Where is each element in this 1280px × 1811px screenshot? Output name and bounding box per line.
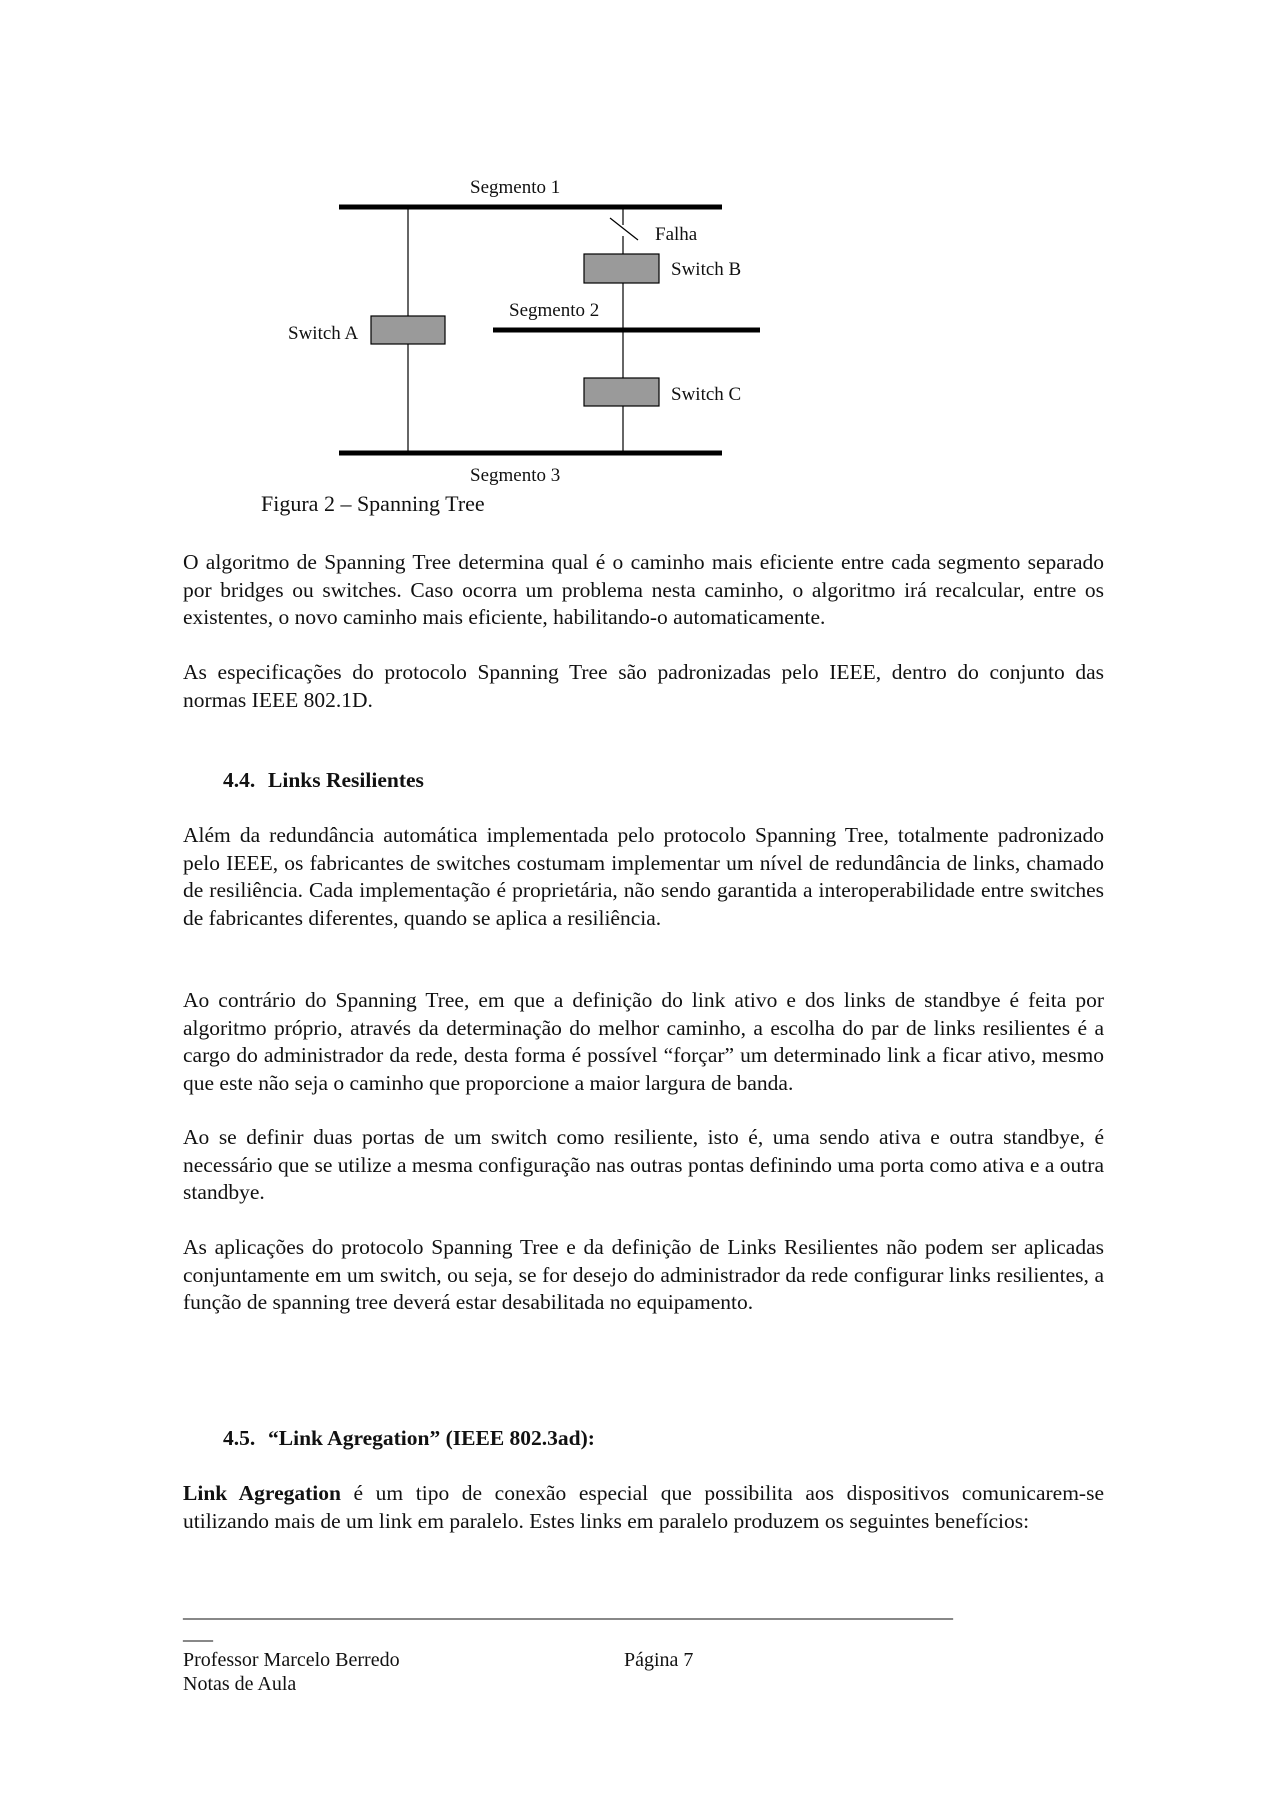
- segment-2-label: Segmento 2: [509, 300, 600, 321]
- section-heading-4-5: [223, 1425, 595, 1452]
- switch-a-label: Switch A: [288, 323, 359, 344]
- paragraph-spanning-tree-algorithm: O algoritmo de Spanning Tree determina qual é o caminho mais eficiente entre cada segmento separado por bridges ou switches. Caso ocorra um problema nesta caminho, o algoritmo irá recalcular, entre os existentes, o novo caminho mais eficiente, habilitando-o automaticamente.: [183, 550, 1104, 629]
- paragraph-spanning-tree-standard: As especificações do protocolo Spanning Tree são padronizadas pelo IEEE, dentro do conjunto das normas IEEE 802.1D.: [183, 660, 1104, 712]
- section-title: “Link Agregation” (IEEE 802.3ad):: [268, 1426, 595, 1450]
- figure-caption: Figura 2 – Spanning Tree: [261, 491, 485, 516]
- failure-label: Falha: [655, 224, 698, 245]
- section-number: 4.4.: [223, 768, 256, 792]
- section-number: 4.5.: [223, 1426, 256, 1450]
- segment-3-label: Segmento 3: [470, 465, 561, 486]
- section-heading-4-4: [223, 767, 424, 794]
- segment-1-label: Segmento 1: [470, 177, 561, 198]
- failure-break-mark: [610, 218, 638, 240]
- paragraph-resilient-vs-spanning: Ao contrário do Spanning Tree, em que a definição do link ativo e dos links de standbye é feita por algoritmo próprio, através da determinação do melhor caminho, a escolha do par de links resilientes é a cargo do administrador da rede, desta forma é possível “forçar” um determinado link a ficar ativo, mesmo que este não seja o caminho que proporcione a maior largura de banda.: [183, 988, 1104, 1095]
- paragraph-incompatibility: As aplicações do protocolo Spanning Tree e da definição de Links Resilientes não podem ser aplicadas conjuntamente em um switch, ou seja, se for desejo do administrador da rede configurar links resilientes, a função de spanning tree deverá estar desabilitada no equipamento.: [183, 1235, 1104, 1314]
- section-title: Links Resilientes: [268, 768, 424, 792]
- switch-c-label: Switch C: [671, 384, 742, 405]
- switch-c-box: [584, 378, 659, 406]
- footer-notes: Notas de Aula: [183, 1673, 297, 1695]
- switch-b-label: Switch B: [671, 259, 742, 280]
- footer-page-number: Página 7: [624, 1649, 694, 1671]
- footer-author: Professor Marcelo Berredo: [183, 1649, 400, 1671]
- paragraph-resilient-links-intro: Além da redundância automática implementada pelo protocolo Spanning Tree, totalmente padronizado pelo IEEE, os fabricantes de switches costumam implementar um nível de redundância de links, chamado de resiliência. Cada implementação é proprietária, não sendo garantida a interoperabilidade entre switches de fabricantes diferentes, quando se aplica a resiliência.: [183, 823, 1104, 930]
- paragraph-link-agregation: [183, 1480, 1104, 1535]
- paragraph-resilient-ports: Ao se definir duas portas de um switch como resiliente, isto é, uma sendo ativa e outra standbye, é necessário que se utilize a mesma configuração nas outras pontas definindo uma porta como ativa e a outra standbye.: [183, 1125, 1104, 1204]
- spanning-tree-diagram: [0, 0, 1280, 520]
- paragraph-link-agregation-text: é um tipo de conexão especial que possibilita aos dispositivos comunicarem-se utilizando mais de um link em paralelo. Estes links em paralelo produzem os seguintes benefícios:: [183, 1481, 1104, 1533]
- switch-a-box: [371, 316, 445, 344]
- footer-rule: _____________________________________________________________________________ ___: [183, 1600, 953, 1644]
- spanning-tree-figure: [0, 0, 1280, 520]
- switch-b-box: [584, 254, 659, 283]
- term-link-agregation: Link Agregation: [183, 1481, 341, 1505]
